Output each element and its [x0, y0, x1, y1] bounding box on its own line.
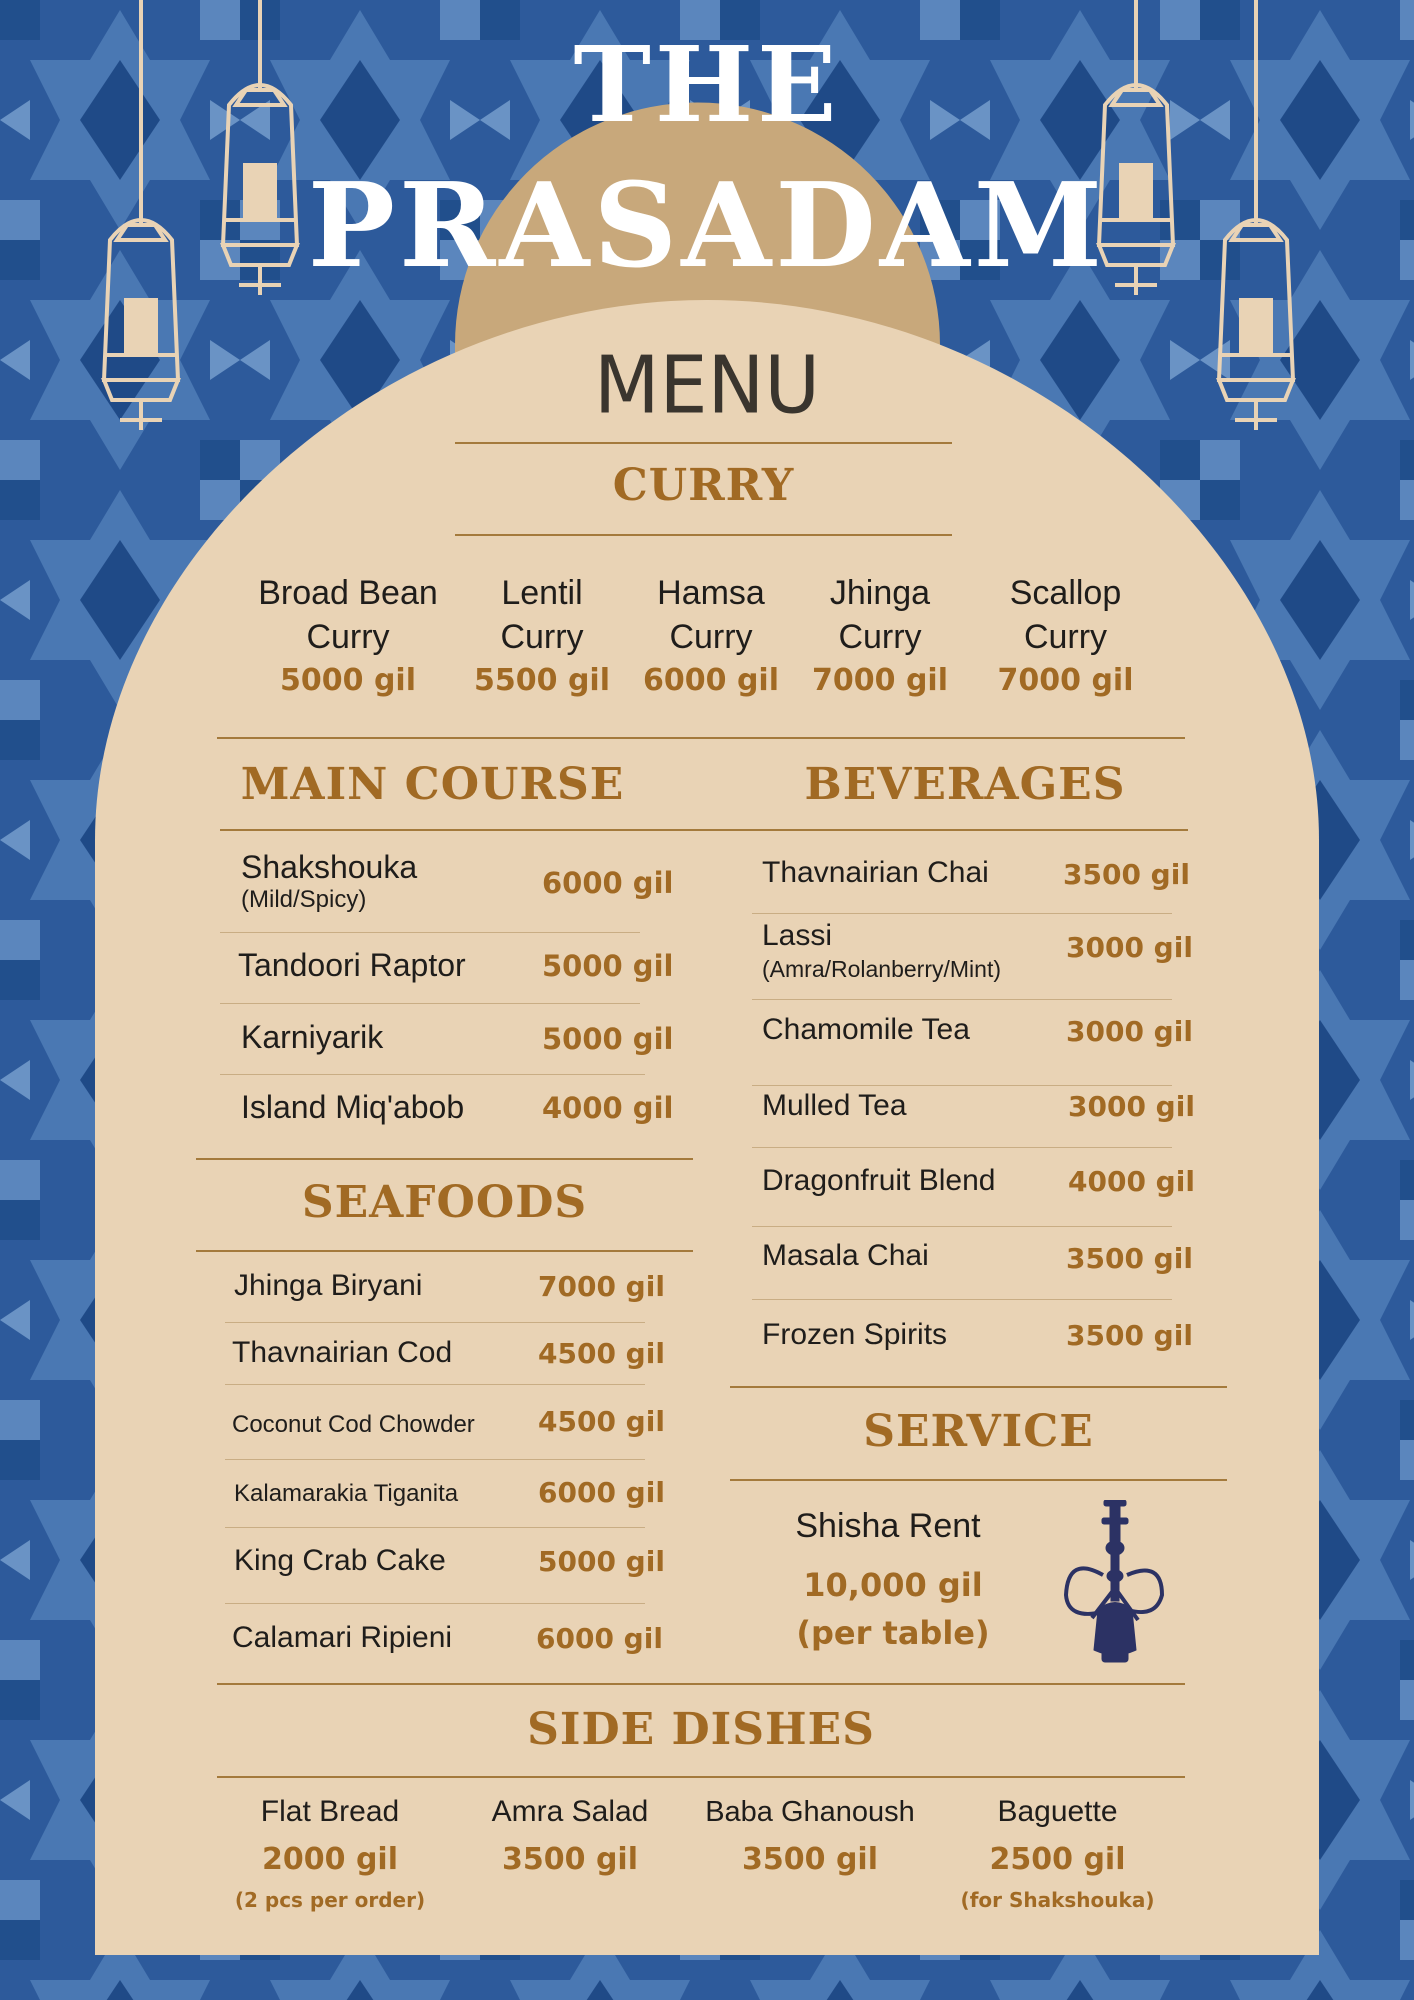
item-name: Baguette	[997, 1795, 1118, 1828]
divider	[196, 1250, 693, 1252]
item-name: Chamomile Tea	[762, 1013, 970, 1046]
item-price: 3500 gil	[1066, 1242, 1193, 1275]
item-price: 5000 gil	[542, 949, 674, 983]
side-dish-item	[455, 1790, 685, 1886]
item-name: Amra Salad	[491, 1795, 649, 1828]
item-price: 3500 gil	[1066, 1319, 1193, 1352]
item-price: 4000 gil	[542, 1091, 674, 1125]
item-name: Calamari Ripieni	[232, 1621, 453, 1654]
item-name: Lassi	[762, 919, 833, 952]
divider	[220, 1003, 640, 1004]
divider	[730, 1479, 1227, 1481]
divider	[225, 1603, 645, 1604]
item-name: Karniyarik	[241, 1019, 384, 1055]
section-heading-seafoods: SEAFOODS	[301, 1177, 588, 1228]
divider	[752, 1147, 1172, 1148]
item-name: Broad Bean	[258, 574, 438, 612]
curry-item	[630, 571, 792, 703]
item-name: Baba Ghanoush	[705, 1796, 915, 1828]
item-price: 3500 gil	[1063, 858, 1190, 891]
title-line-1: THE	[573, 23, 841, 146]
item-price: 5000 gil	[280, 663, 416, 698]
item-name: Hamsa	[657, 574, 765, 612]
item-note: (2 pcs per order)	[234, 1888, 426, 1912]
item-name: Thavnairian Cod	[232, 1336, 453, 1369]
divider	[196, 1158, 693, 1160]
item-price: 4000 gil	[1068, 1165, 1195, 1198]
item-name: King Crab Cake	[234, 1544, 446, 1577]
divider	[225, 1459, 645, 1460]
item-name: Mulled Tea	[762, 1089, 907, 1122]
item-name: Scallop	[1009, 574, 1122, 612]
item-price: 4500 gil	[538, 1337, 665, 1370]
menu-item	[241, 848, 417, 914]
item-name: Island Miq'abob	[241, 1089, 465, 1125]
curry-item	[978, 571, 1153, 703]
divider	[217, 1683, 1185, 1685]
item-name: Curry	[838, 618, 922, 656]
item-price: 2000 gil	[262, 1842, 398, 1877]
item-name: Masala Chai	[762, 1239, 929, 1272]
item-name: Shakshouka	[241, 849, 418, 885]
item-price: 7000 gil	[812, 663, 948, 698]
divider	[220, 829, 1188, 831]
menu-heading: MENU	[593, 337, 821, 432]
divider	[225, 1527, 645, 1528]
menu-item	[762, 918, 1001, 984]
service-note: (per table)	[796, 1614, 990, 1652]
item-price: 5500 gil	[474, 663, 610, 698]
item-name: Jhinga Biryani	[234, 1269, 423, 1302]
item-price: 7000 gil	[538, 1270, 665, 1303]
divider	[217, 737, 1185, 739]
divider	[225, 1384, 645, 1385]
title-line-2: PRASADAM	[307, 158, 1107, 294]
item-name: Coconut Cod Chowder	[232, 1411, 475, 1438]
side-dish-item	[940, 1790, 1175, 1914]
item-price: 6000 gil	[643, 663, 779, 698]
service-price: 10,000 gil	[803, 1566, 983, 1604]
side-dish-item	[685, 1790, 935, 1886]
divider	[220, 932, 640, 933]
item-name: Frozen Spirits	[762, 1318, 948, 1351]
section-heading-beverages: BEVERAGES	[804, 759, 1126, 810]
item-price: 5000 gil	[538, 1545, 665, 1578]
section-heading-curry: CURRY	[612, 460, 795, 511]
item-price: 7000 gil	[997, 663, 1134, 698]
item-price: 6000 gil	[542, 866, 674, 900]
item-price: 3000 gil	[1066, 931, 1193, 964]
item-price: 6000 gil	[536, 1622, 663, 1655]
item-price: 3500 gil	[742, 1842, 878, 1877]
item-price: 5000 gil	[542, 1022, 674, 1056]
divider	[730, 1386, 1227, 1388]
item-name: Flat Bread	[260, 1795, 400, 1828]
item-name: Curry	[500, 618, 584, 656]
item-name: Thavnairian Chai	[762, 856, 989, 889]
item-name: Curry	[1023, 618, 1108, 656]
item-name: Tandoori Raptor	[238, 947, 466, 983]
divider	[225, 1322, 645, 1323]
item-subtitle: (Amra/Rolanberry/Mint)	[762, 956, 1001, 982]
hookah-icon	[1058, 1500, 1168, 1665]
item-name: Dragonfruit Blend	[762, 1164, 996, 1197]
section-heading-side-dishes: SIDE DISHES	[527, 1704, 875, 1755]
item-price: 6000 gil	[538, 1476, 665, 1509]
divider	[455, 534, 952, 536]
curry-item	[462, 571, 622, 703]
item-name: Lentil	[501, 574, 583, 612]
service-name: Shisha Rent	[795, 1507, 981, 1545]
item-price: 3000 gil	[1068, 1090, 1195, 1123]
divider	[220, 1074, 645, 1075]
curry-item	[800, 571, 960, 703]
divider	[752, 1299, 1172, 1300]
item-subtitle: (Mild/Spicy)	[241, 886, 367, 913]
item-price: 2500 gil	[989, 1842, 1126, 1877]
divider	[455, 442, 952, 444]
curry-item	[238, 571, 458, 703]
item-note: (for Shakshouka)	[960, 1888, 1155, 1912]
item-price: 3000 gil	[1066, 1015, 1193, 1048]
item-name: Curry	[306, 618, 390, 656]
item-name: Kalamarakia Tiganita	[234, 1480, 459, 1507]
divider	[752, 1226, 1172, 1227]
section-heading-service: SERVICE	[863, 1406, 1094, 1457]
divider	[752, 999, 1172, 1000]
item-price: 4500 gil	[538, 1405, 665, 1438]
item-price: 3500 gil	[502, 1842, 638, 1877]
divider	[217, 1776, 1185, 1778]
divider	[752, 913, 1172, 914]
side-dish-item	[215, 1790, 445, 1914]
item-name: Jhinga	[829, 574, 931, 612]
section-heading-main-course: MAIN COURSE	[240, 759, 625, 810]
item-name: Curry	[669, 618, 753, 656]
